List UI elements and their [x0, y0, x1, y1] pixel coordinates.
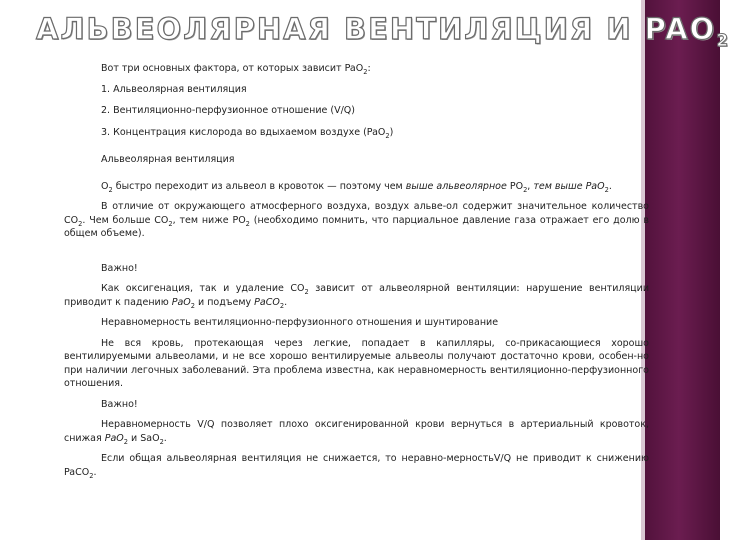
paragraph: В отличие от окружающего атмосферного воздуха, воздух альве-ол содержит значительное количество $CO_2$. Чем больше $CO_2$, тем ниже $PO_2$ (необходимо помнить, что парциальное давление газа отражает его долю в общем объеме). [64, 201, 650, 239]
intro-text: Вот три основных фактора, от которых зависит PaO$_2$: [101, 63, 371, 76]
paragraph: Не вся кровь, протекающая через легкие, попадает в капилляры, со-прикасающиеся хорошо вентилируемыми альвеолами, и не все хорошо вентилируемые альвеолы получают достаточно крови, особен-но при наличии легочных заболеваний. Эта проблема известна, как неравномерность вентиляционно-перфузионного отношения. [64, 337, 649, 389]
decorative-sidebar [645, 0, 720, 540]
slide-content [64, 62, 649, 486]
section-heading: Неравномерность вентиляционно-перфузионного отношения и шунтирование [101, 317, 499, 328]
paragraph: $O_2$ быстро переходит из альвеол в кровоток — поэтому чем выше альвеолярное $PO_2$, тем выше PaO$_2$. [101, 180, 612, 194]
factor-item: 3. Концентрация кислорода во вдыхаемом воздухе (PaO$_2$) [101, 126, 394, 140]
factor-item: 1. Альвеолярная вентиляция [101, 83, 247, 95]
slide-title: АЛЬВЕОЛЯРНАЯ ВЕНТИЛЯЦИЯ И $PAO_2$ [36, 12, 730, 51]
section-heading: Важно! [101, 398, 138, 410]
paragraph: Как оксигенация, так и удаление $CO_2$ зависит от альвеолярной вентиляции: нарушение вентиляции приводит к падению PaO$_2$ и подъему PaCO$_2$. [64, 283, 649, 310]
paragraph: Неравномерность V/Q позволяет плохо оксигенированной крови вернуться в артериальный кровоток, снижая PaO$_2$ и SaO$_2$. [64, 419, 649, 446]
section-heading: Альвеолярная вентиляция [101, 154, 235, 165]
section-heading: Важно! [101, 262, 138, 274]
paragraph: Если общая альвеолярная вентиляция не снижается, то неравно-мерностьV/Q не приводит к снижению PaCO$_2$. [64, 453, 649, 480]
factor-item: 2. Вентиляционно-перфузионное отношение (V/Q) [101, 105, 355, 116]
